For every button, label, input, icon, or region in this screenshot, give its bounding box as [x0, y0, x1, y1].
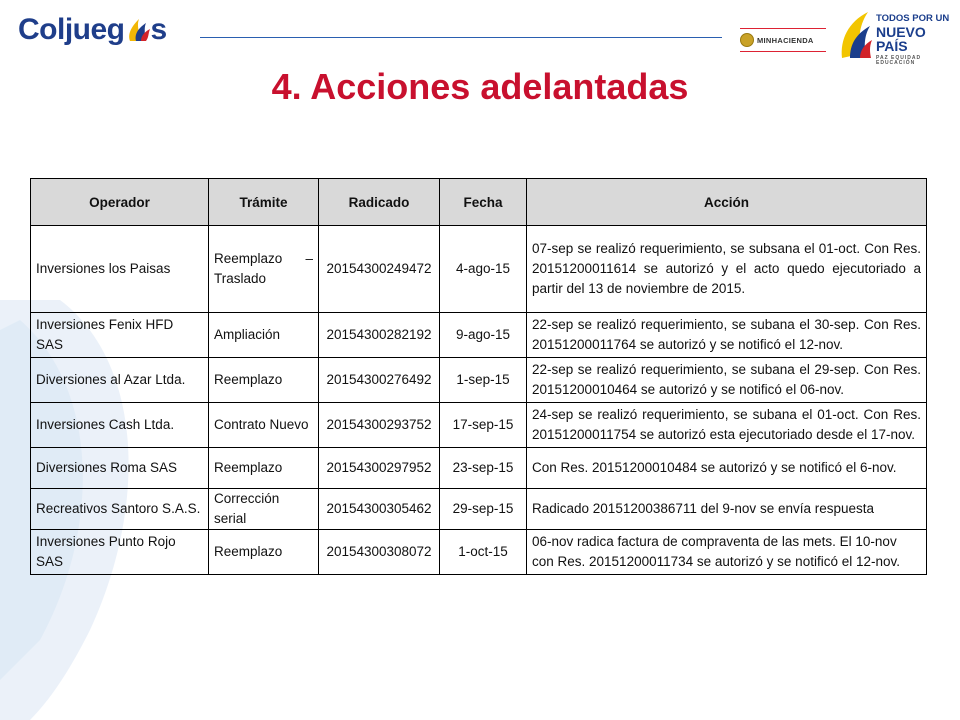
cell-fecha: 17-sep-15: [440, 403, 527, 448]
colombia-flag-icon: [838, 10, 874, 60]
header-accion: Acción: [527, 179, 927, 226]
actions-table: [30, 178, 927, 575]
cell-tramite: Reemplazo – Traslado: [209, 226, 319, 313]
table-row: [31, 313, 927, 358]
table-row: [31, 489, 927, 530]
logo-text: Coljueg: [18, 13, 125, 46]
cell-tramite: Reemplazo: [209, 448, 319, 489]
gov-slogan-line1: TODOS POR UN: [876, 13, 950, 24]
cell-radicado: 20154300249472: [319, 226, 440, 313]
cell-fecha: 1-sep-15: [440, 358, 527, 403]
minhacienda-label: MINHACIENDA: [757, 35, 814, 45]
coat-of-arms-icon: [740, 33, 754, 47]
minhacienda-logo: [740, 28, 826, 52]
cell-radicado: 20154300276492: [319, 358, 440, 403]
cell-accion: Radicado 20151200386711 del 9-nov se envía respuesta: [527, 489, 927, 530]
cell-accion: 06-nov radica factura de compraventa de las mets. El 10-nov con Res. 20151200011734 se autorizó y se notificó el 12-nov.: [527, 530, 927, 575]
table-row: [31, 226, 927, 313]
header-tramite: Trámite: [209, 179, 319, 226]
cell-operador: Diversiones Roma SAS: [31, 448, 209, 489]
cell-operador: Recreativos Santoro S.A.S.: [31, 489, 209, 530]
table-row: [31, 530, 927, 575]
cell-fecha: 9-ago-15: [440, 313, 527, 358]
header-operador: Operador: [31, 179, 209, 226]
table-row: [31, 403, 927, 448]
cell-operador: Inversiones Punto Rojo SAS: [31, 530, 209, 575]
cell-accion: 07-sep se realizó requerimiento, se subsana el 01-oct. Con Res. 20151200011614 se autorizó y el acto quedo ejecutoriado a partir del 13 de noviembre de 2015.: [527, 226, 927, 313]
cell-accion: 22-sep se realizó requerimiento, se subana el 29-sep. Con Res. 20151200010464 se autorizó y se notificó el 06-nov.: [527, 358, 927, 403]
cell-fecha: 29-sep-15: [440, 489, 527, 530]
cell-fecha: 4-ago-15: [440, 226, 527, 313]
cell-tramite: Contrato Nuevo: [209, 403, 319, 448]
logo-suffix: s: [150, 13, 167, 46]
cell-operador: Inversiones Cash Ltda.: [31, 403, 209, 448]
logo-flame-icon: [125, 15, 151, 45]
cell-radicado: 20154300293752: [319, 403, 440, 448]
cell-fecha: 1-oct-15: [440, 530, 527, 575]
cell-operador: Diversiones al Azar Ltda.: [31, 358, 209, 403]
cell-operador: Inversiones los Paisas: [31, 226, 209, 313]
cell-tramite: Ampliación: [209, 313, 319, 358]
coljuegos-logo: [18, 12, 167, 48]
cell-radicado: 20154300305462: [319, 489, 440, 530]
table-row: [31, 448, 927, 489]
gov-slogan-line2: NUEVO PAÍS: [876, 23, 926, 54]
government-logo: [838, 10, 950, 66]
cell-tramite: Corrección serial: [209, 489, 319, 530]
cell-operador: Inversiones Fenix HFD SAS: [31, 313, 209, 358]
cell-radicado: 20154300282192: [319, 313, 440, 358]
header-radicado: Radicado: [319, 179, 440, 226]
cell-accion: Con Res. 20151200010484 se autorizó y se notificó el 6-nov.: [527, 448, 927, 489]
header-fecha: Fecha: [440, 179, 527, 226]
gov-slogan-line3: PAZ EQUIDAD EDUCACIÓN: [876, 54, 922, 66]
page-title: 4. Acciones adelantadas: [271, 66, 689, 107]
cell-radicado: 20154300297952: [319, 448, 440, 489]
cell-radicado: 20154300308072: [319, 530, 440, 575]
cell-tramite: Reemplazo: [209, 530, 319, 575]
table-header-row: [31, 179, 927, 226]
cell-accion: 24-sep se realizó requerimiento, se subana el 01-oct. Con Res. 20151200011754 se autorizó esta ejecutoriado desde el 17-nov.: [527, 403, 927, 448]
table-row: [31, 358, 927, 403]
cell-accion: 22-sep se realizó requerimiento, se subana el 30-sep. Con Res. 20151200011764 se autorizó y se notificó el 12-nov.: [527, 313, 927, 358]
cell-tramite: Reemplazo: [209, 358, 319, 403]
header-divider: [200, 37, 722, 38]
cell-fecha: 23-sep-15: [440, 448, 527, 489]
